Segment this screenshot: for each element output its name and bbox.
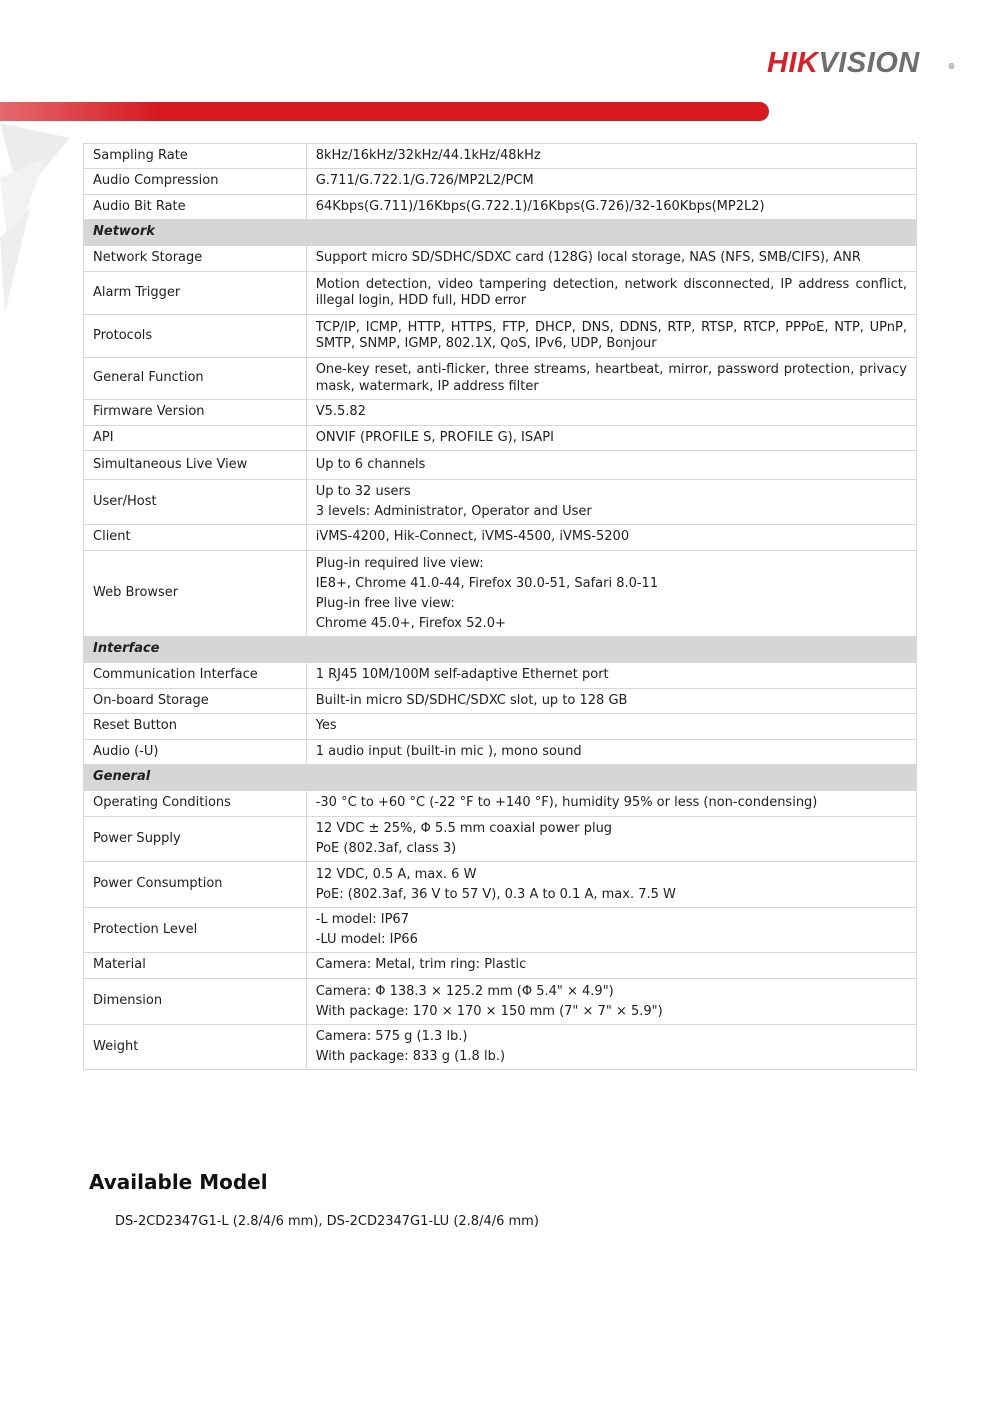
spec-value-line: Camera: 575 g (1.3 lb.) [315,1029,468,1044]
spec-label: Reset Button [84,714,307,740]
spec-value-line: With package: 833 g (1.8 lb.) [315,1049,506,1064]
spec-value [306,908,916,953]
spec-value-line: PoE (802.3af, class 3) [315,841,457,856]
spec-value [306,862,916,908]
table-row [84,979,917,1025]
section-header-row [84,765,917,791]
spec-value [306,451,916,480]
table-row [84,144,917,169]
specification-table-body [84,144,917,1070]
spec-label: Audio Compression [84,169,307,195]
spec-value [306,144,916,169]
spec-label: API [84,426,307,451]
spec-value-line: 64Kbps(G.711)/16Kbps(G.722.1)/16Kbps(G.726)/32-160Kbps(MP2L2) [315,198,765,214]
spec-value [306,272,916,315]
spec-value [306,663,916,689]
table-row [84,272,917,315]
spec-value [306,426,916,451]
spec-value-line: 1 RJ45 10M/100M self-adaptive Ethernet port [315,667,609,683]
spec-value-line: 3 levels: Administrator, Operator and User [315,504,592,519]
table-row [84,315,917,358]
logo-text-red: HIK [767,47,819,79]
table-row [84,953,917,979]
spec-value [306,979,916,1025]
available-model-heading: Available Model [89,1170,268,1194]
spec-value [306,740,916,765]
spec-label: Audio (-U) [84,740,307,765]
spec-value-line: PoE: (802.3af, 36 V to 57 V), 0.3 A to 0.1 A, max. 7.5 W [315,886,676,902]
spec-value-line: V5.5.82 [315,404,366,420]
table-row [84,714,917,740]
spec-label: Operating Conditions [84,791,307,817]
spec-value [306,525,916,551]
spec-value [306,246,916,272]
spec-label: Power Consumption [84,862,307,908]
spec-value [306,791,916,817]
table-row [84,1025,917,1070]
spec-value-line: G.711/G.722.1/G.726/MP2L2/PCM [315,173,534,189]
spec-label: Sampling Rate [84,144,307,169]
spec-value-line: 8kHz/16kHz/32kHz/44.1kHz/48kHz [315,147,541,163]
section-title: Interface [84,637,917,663]
spec-value-line: 12 VDC ± 25%, Φ 5.5 mm coaxial power plug [315,821,613,836]
spec-label: Communication Interface [84,663,307,689]
spec-value [306,714,916,740]
spec-label: Network Storage [84,246,307,272]
section-title: Network [84,220,917,246]
spec-label: Alarm Trigger [84,272,307,315]
table-row [84,791,917,817]
table-row [84,551,917,637]
spec-value-line: 1 audio input (built-in mic ), mono sound [315,743,582,759]
spec-label: Protocols [84,315,307,358]
hikvision-logo [767,46,957,80]
specification-table [83,143,917,1070]
spec-value-line: -LU model: IP66 [315,932,418,947]
spec-value-line: ONVIF (PROFILE S, PROFILE G), ISAPI [315,429,554,445]
spec-label: Weight [84,1025,307,1070]
spec-value-line: -L model: IP67 [315,912,409,927]
spec-value-line: Plug-in required live view: [315,555,484,571]
spec-label: Firmware Version [84,400,307,426]
section-header-row [84,637,917,663]
table-row [84,169,917,195]
spec-value [306,551,916,637]
spec-value-line: Yes [315,718,337,734]
spec-label: Material [84,953,307,979]
table-row [84,480,917,525]
spec-label: General Function [84,358,307,400]
header-red-bar [0,102,769,121]
spec-value-line: Up to 32 users [315,484,411,499]
table-row [84,400,917,426]
spec-label: Protection Level [84,908,307,953]
spec-value-line: Motion detection, video tampering detection, network disconnected, IP address conflict, illegal login, HDD full, HDD error [315,276,907,308]
table-row [84,663,917,689]
spec-label: Simultaneous Live View [84,451,307,480]
spec-value [306,315,916,358]
spec-value [306,400,916,426]
table-row [84,246,917,272]
spec-value [306,1025,916,1070]
spec-value [306,953,916,979]
spec-value [306,195,916,220]
registered-mark: ® [948,62,955,71]
spec-label: Audio Bit Rate [84,195,307,220]
spec-value-line: Chrome 45.0+, Firefox 52.0+ [315,615,506,631]
spec-value-line: Support micro SD/SDHC/SDXC card (128G) local storage, NAS (NFS, SMB/CIFS), ANR [315,250,861,266]
spec-value-line: One-key reset, anti-flicker, three streams, heartbeat, mirror, password protection, privacy mask, watermark, IP address filter [315,362,907,394]
table-row [84,908,917,953]
spec-value-line: IE8+, Chrome 41.0-44, Firefox 30.0-51, Safari 8.0-11 [315,575,659,591]
spec-value-line: Up to 6 channels [315,456,426,472]
spec-value-line: Built-in micro SD/SDHC/SDXC slot, up to 128 GB [315,692,628,708]
spec-value-line: TCP/IP, ICMP, HTTP, HTTPS, FTP, DHCP, DNS, DDNS, RTP, RTSP, RTCP, PPPoE, NTP, UPnP, SMTP, SNMP, IGMP, 802.1X, QoS, IPv6, UDP, Bonjour [315,319,907,351]
spec-value [306,358,916,400]
table-row [84,426,917,451]
table-row [84,525,917,551]
spec-value-line: iVMS-4200, Hik-Connect, iVMS-4500, iVMS-5200 [315,529,630,545]
spec-label: Dimension [84,979,307,1025]
spec-value-line: Camera: Metal, trim ring: Plastic [315,957,527,973]
section-title: General [84,765,917,791]
spec-value [306,817,916,862]
spec-value-line: -30 °C to +60 °C (-22 °F to +140 °F), humidity 95% or less (non-condensing) [315,795,818,811]
spec-label: User/Host [84,480,307,525]
spec-value-line: 12 VDC, 0.5 A, max. 6 W [315,866,477,882]
table-row [84,451,917,480]
decorative-triangles-icon [0,118,80,318]
spec-value [306,480,916,525]
spec-value-line: Plug-in free live view: [315,595,455,611]
table-row [84,740,917,765]
spec-label: Web Browser [84,551,307,637]
table-row [84,817,917,862]
spec-value-line: Camera: Φ 138.3 × 125.2 mm (Φ 5.4" × 4.9") [315,983,614,999]
spec-label: On-board Storage [84,689,307,714]
spec-value-line: With package: 170 × 170 × 150 mm (7" × 7" × 5.9") [315,1003,663,1019]
available-model-list: DS-2CD2347G1-L (2.8/4/6 mm), DS-2CD2347G1-LU (2.8/4/6 mm) [115,1214,539,1229]
table-row [84,689,917,714]
table-row [84,862,917,908]
section-header-row [84,220,917,246]
spec-value [306,169,916,195]
logo-text-grey: VISION [818,47,920,79]
spec-label: Power Supply [84,817,307,862]
spec-value [306,689,916,714]
table-row [84,358,917,400]
table-row [84,195,917,220]
spec-label: Client [84,525,307,551]
